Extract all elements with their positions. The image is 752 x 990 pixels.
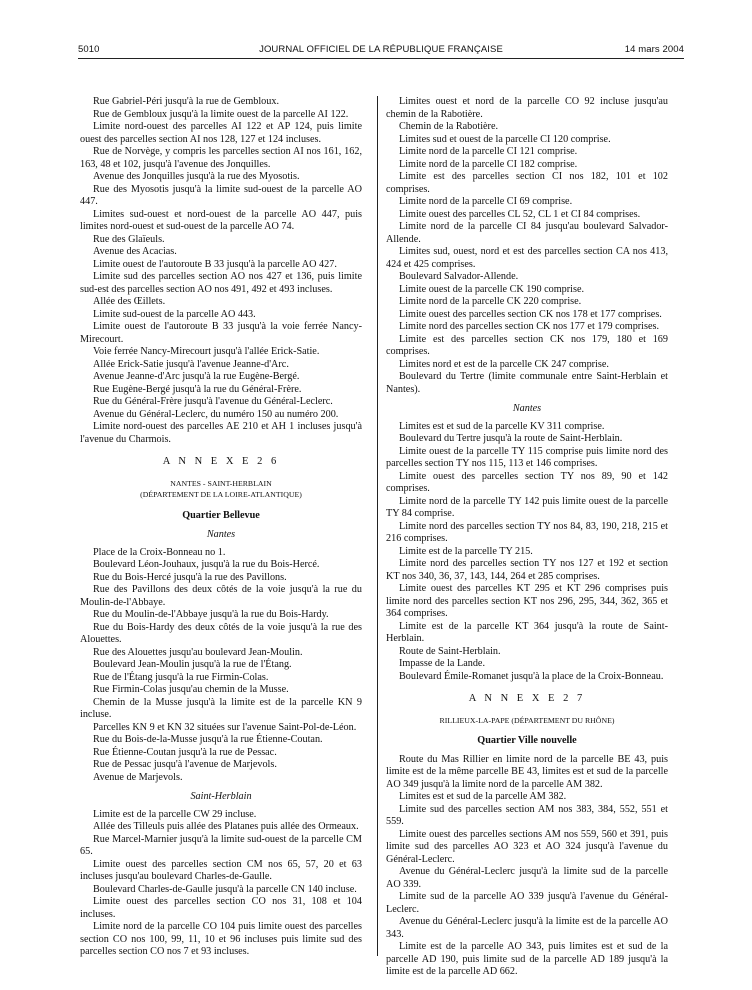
left-paragraph: Rue du Bois-Hercé jusqu'à la rue des Pavillons.: [93, 571, 287, 583]
left-paragraph: Limites sud-ouest et nord-ouest de la parcelle AO 447, puis limites nord-ouest et sud-ouest de la parcelle AO 74.: [80, 208, 362, 232]
left-paragraph: Avenue de Marjevols.: [93, 771, 183, 783]
left-paragraph: Rue Gabriel-Péri jusqu'à la rue de Gembloux.: [93, 96, 280, 107]
right-paragraph: Chemin de la Rabotière.: [399, 121, 499, 132]
right-paragraph: Route de Saint-Herblain.: [399, 645, 501, 657]
left-paragraph: Limite sud des parcelles section AO nos 427 et 136, puis limite sud-est des parcelles section AO nos 491, 492 et 493 incluses.: [80, 271, 362, 295]
issue-date: 14 mars 2004: [624, 44, 684, 55]
column-separator: [377, 96, 378, 956]
left-paragraph: Parcelles KN 9 et KN 32 situées sur l'avenue Saint-Pol-de-Léon.: [93, 721, 357, 733]
right-paragraph: Limite nord de la parcelle CI 69 comprise.: [399, 196, 573, 207]
left-paragraph: Avenue Jeanne-d'Arc jusqu'à la rue Eugène-Bergé.: [93, 371, 300, 382]
right-paragraph: Limites sud, ouest, nord et est des parcelles section CA nos 413, 424 et 425 comprises.: [386, 246, 668, 270]
left-paragraph: Rue de l'Étang jusqu'à la rue Firmin-Colas.: [93, 671, 269, 683]
left-quarter-title: Quartier Bellevue: [182, 509, 260, 521]
right-paragraph: Limite est de la parcelle TY 215.: [399, 545, 533, 557]
left-paragraph: Limite est de la parcelle CW 29 incluse.: [93, 808, 257, 820]
left-paragraph: Avenue des Acacias.: [93, 246, 177, 257]
right-paragraph: Impasse de la Lande.: [399, 658, 485, 669]
left-paragraph: Rue de Gembloux jusqu'à la limite ouest de la parcelle AI 122.: [93, 108, 349, 120]
left-city-heading: Nantes: [206, 529, 236, 540]
right-paragraph: Avenue du Général-Leclerc jusqu'à la limite est de la parcelle AO 343.: [386, 916, 668, 940]
left-paragraph: Rue Marcel-Marnier jusqu'à la limite sud-ouest de la parcelle CM 65.: [80, 833, 362, 857]
left-paragraph: Chemin de la Musse jusqu'à la limite est de la parcelle KN 9 incluse.: [80, 696, 362, 720]
right-paragraph: Limites est et sud de la parcelle KV 311 comprise.: [399, 420, 605, 432]
right-paragraph: Limite nord des parcelles section TY nos 84, 83, 190, 218, 215 et 216 comprises.: [386, 520, 668, 544]
left-paragraph: Avenue du Général-Leclerc, du numéro 150 au numéro 200.: [93, 408, 339, 420]
left-paragraph: Rue du Bois-de-la-Musse jusqu'à la rue Étienne-Coutan.: [93, 734, 323, 745]
left-paragraph: Limite nord-ouest des parcelles AE 210 et AH 1 incluses jusqu'à l'avenue du Charmois.: [80, 421, 362, 445]
left-paragraph: Rue Étienne-Coutan jusqu'à la rue de Pessac.: [93, 746, 277, 758]
right-paragraph: Limite est des parcelles section CK nos 179, 180 et 169 comprises.: [386, 333, 668, 357]
page-number: 5010: [78, 44, 100, 55]
right-paragraph: Limite ouest des parcelles KT 295 et KT 296 comprises puis limite nord des parcelles section KT nos 296, 295, 344, 362, 365 et 364 comprises.: [386, 583, 668, 619]
right-paragraph: Limite est de la parcelle KT 364 jusqu'à la route de Saint-Herblain.: [386, 620, 668, 644]
right-paragraph: Limite ouest des parcelles section CK nos 178 et 177 comprises.: [399, 308, 662, 320]
left-paragraph: Limite ouest de l'autoroute B 33 jusqu'à la voie ferrée Nancy-Mirecourt.: [80, 321, 362, 345]
left-paragraph: Rue des Myosotis jusqu'à la limite sud-ouest de la parcelle AO 447.: [80, 183, 362, 207]
left-paragraph: Limite ouest des parcelles section CO nos 31, 108 et 104 incluses.: [80, 896, 362, 920]
right-paragraph: Limite nord de la parcelle CK 220 comprise.: [399, 296, 582, 307]
right-paragraph: Limite ouest des parcelles CL 52, CL 1 et CI 84 comprises.: [399, 208, 641, 220]
left-paragraph: Boulevard Jean-Moulin jusqu'à la rue de l'Étang.: [93, 659, 292, 670]
right-paragraph: Boulevard Salvador-Allende.: [399, 271, 519, 282]
right-paragraph: Avenue du Général-Leclerc jusqu'à la limite sud de la parcelle AO 339.: [386, 866, 668, 890]
right-paragraph: Limite nord de la parcelle TY 142 puis limite ouest de la parcelle TY 84 comprise.: [386, 495, 668, 519]
right-paragraph: Limite nord de la parcelle CI 121 comprise.: [399, 146, 578, 157]
right-paragraph: Limite est des parcelles section CI nos 182, 101 et 102 comprises.: [386, 171, 668, 195]
header-rule: [78, 58, 684, 59]
left-paragraph: Allée Erick-Satie jusqu'à l'avenue Jeanne-d'Arc.: [93, 358, 289, 370]
right-quarter-title: Quartier Ville nouvelle: [477, 735, 577, 746]
right-paragraph: Limite nord des parcelles section TY nos 127 et 192 et section KT nos 340, 36, 37, 143, 144, 264 et 285 comprises.: [386, 558, 668, 582]
left-paragraph: Limite ouest de l'autoroute B 33 jusqu'à la parcelle AO 427.: [93, 258, 337, 270]
left-annex-subheading: NANTES - SAINT-HERBLAIN: [170, 478, 272, 488]
left-paragraph: Boulevard Charles-de-Gaulle jusqu'à la parcelle CN 140 incluse.: [93, 883, 357, 895]
right-paragraph: Route du Mas Rillier en limite nord de la parcelle BE 43, puis limite est de la même parcelle BE 43, limites est et sud de la parcelle AO 349 jusqu'à la limite nord de la parcelle AM 382.: [386, 753, 668, 790]
right-paragraph: Limite ouest de la parcelle CK 190 comprise.: [399, 283, 585, 295]
left-paragraph: Rue des Pavillons des deux côtés de la voie jusqu'à la rue du Moulin-de-l'Abbaye.: [80, 584, 362, 608]
left-paragraph: Allée des Tilleuls puis allée des Platanes puis allée des Ormeaux.: [93, 821, 359, 832]
right-paragraph: Limite nord de la parcelle CI 84 jusqu'au boulevard Salvador-Allende.: [386, 221, 668, 245]
right-paragraph: Limite nord de la parcelle CI 182 comprise.: [399, 158, 578, 170]
left-paragraph: Voie ferrée Nancy-Mirecourt jusqu'à l'allée Erick-Satie.: [93, 346, 320, 357]
right-paragraph: Limite ouest des parcelles section TY nos 89, 90 et 142 comprises.: [386, 470, 668, 494]
right-paragraph: Limite ouest de la parcelle TY 115 comprise puis limite nord des parcelles section TY nos 115, 113 et 146 comprises.: [386, 445, 668, 469]
left-paragraph: Rue Firmin-Colas jusqu'au chemin de la Musse.: [93, 684, 289, 695]
left-paragraph: Limite nord-ouest des parcelles AI 122 et AP 124, puis limite ouest des parcelles section AI nos 128, 127 et 124 incluses.: [80, 121, 362, 145]
right-column: [386, 96, 668, 979]
right-paragraph: Limite est de la parcelle AO 343, puis limites est et sud de la parcelle AD 190, puis limite sud de la parcelle AD 189 jusqu'à la limite est de la parcelle AD 662.: [386, 941, 668, 977]
left-paragraph: Avenue des Jonquilles jusqu'à la rue des Myosotis.: [93, 171, 300, 182]
left-column: [80, 96, 362, 959]
left-annex-heading: A N N E X E 2 6: [162, 456, 280, 467]
left-paragraph: Rue de Norvège, y compris les parcelles section AI nos 161, 162, 163, 48 et 102, jusqu'à l'avenue des Jonquilles.: [80, 146, 362, 170]
left-paragraph: Boulevard Léon-Jouhaux, jusqu'à la rue du Bois-Hercé.: [93, 559, 320, 570]
left-paragraph: Limite ouest des parcelles section CM nos 65, 57, 20 et 63 incluses jusqu'au boulevard Charles-de-Gaulle.: [80, 858, 362, 882]
left-paragraph: Limite nord de la parcelle CO 104 puis limite ouest des parcelles section CO nos 100, 99, 11, 10 et 96 incluses puis limite sud des parcelles section CO nos 7 et 93 incluses.: [80, 921, 362, 957]
right-annex-heading: A N N E X E 2 7: [468, 693, 586, 704]
left-paragraph: Rue des Glaïeuls.: [93, 233, 165, 245]
left-paragraph: Rue du Bois-Hardy des deux côtés de la voie jusqu'à la rue des Alouettes.: [80, 621, 362, 645]
right-paragraph: Boulevard du Tertre (limite communale entre Saint-Herblain et Nantes).: [386, 371, 668, 395]
left-paragraph: Place de la Croix-Bonneau no 1.: [93, 546, 226, 558]
right-paragraph: Limites est et sud de la parcelle AM 382.: [399, 791, 567, 802]
left-paragraph: Limite sud-ouest de la parcelle AO 443.: [93, 308, 256, 320]
left-paragraph: Rue du Général-Frère jusqu'à l'avenue du Général-Leclerc.: [93, 396, 333, 407]
left-paragraph: Rue du Moulin-de-l'Abbaye jusqu'à la rue du Bois-Hardy.: [93, 609, 329, 620]
left-paragraph: Allée des Œillets.: [93, 296, 166, 307]
left-paragraph: Rue de Pessac jusqu'à l'avenue de Marjevols.: [93, 759, 277, 770]
right-paragraph: Limite ouest des parcelles sections AM nos 559, 560 et 391, puis limite sud des parcelles AO 323 et AO 324 jusqu'à l'avenue du Général-Leclerc.: [386, 828, 668, 865]
right-city-heading: Nantes: [512, 403, 542, 414]
right-paragraph: Limites ouest et nord de la parcelle CO 92 incluse jusqu'au chemin de la Rabotière.: [386, 96, 668, 120]
right-paragraph: Limites nord et est de la parcelle CK 247 comprise.: [399, 358, 609, 370]
right-paragraph: Boulevard du Tertre jusqu'à la route de Saint-Herblain.: [399, 433, 623, 444]
right-annex-subheading: RILLIEUX-LA-PAPE (DÉPARTEMENT DU RHÔNE): [439, 715, 615, 725]
left-annex-subheading: (DÉPARTEMENT DE LA LOIRE-ATLANTIQUE): [140, 490, 302, 499]
journal-title: JOURNAL OFFICIEL DE LA RÉPUBLIQUE FRANÇAISE: [259, 44, 503, 55]
right-paragraph: Limite sud des parcelles section AM nos 383, 384, 552, 551 et 559.: [386, 803, 668, 827]
right-paragraph: Boulevard Émile-Romanet jusqu'à la place de la Croix-Bonneau.: [399, 670, 664, 682]
left-paragraph: Rue Eugène-Bergé jusqu'à la rue du Général-Frère.: [93, 383, 302, 395]
right-paragraph: Limite nord des parcelles section CK nos 177 et 179 comprises.: [399, 321, 660, 332]
left-paragraph: Rue des Alouettes jusqu'au boulevard Jean-Moulin.: [93, 646, 303, 658]
right-paragraph: Limite sud de la parcelle AO 339 jusqu'à l'avenue du Général-Leclerc.: [386, 891, 668, 915]
right-paragraph: Limites sud et ouest de la parcelle CI 120 comprise.: [399, 133, 611, 145]
left-city-heading: Saint-Herblain: [190, 791, 252, 802]
